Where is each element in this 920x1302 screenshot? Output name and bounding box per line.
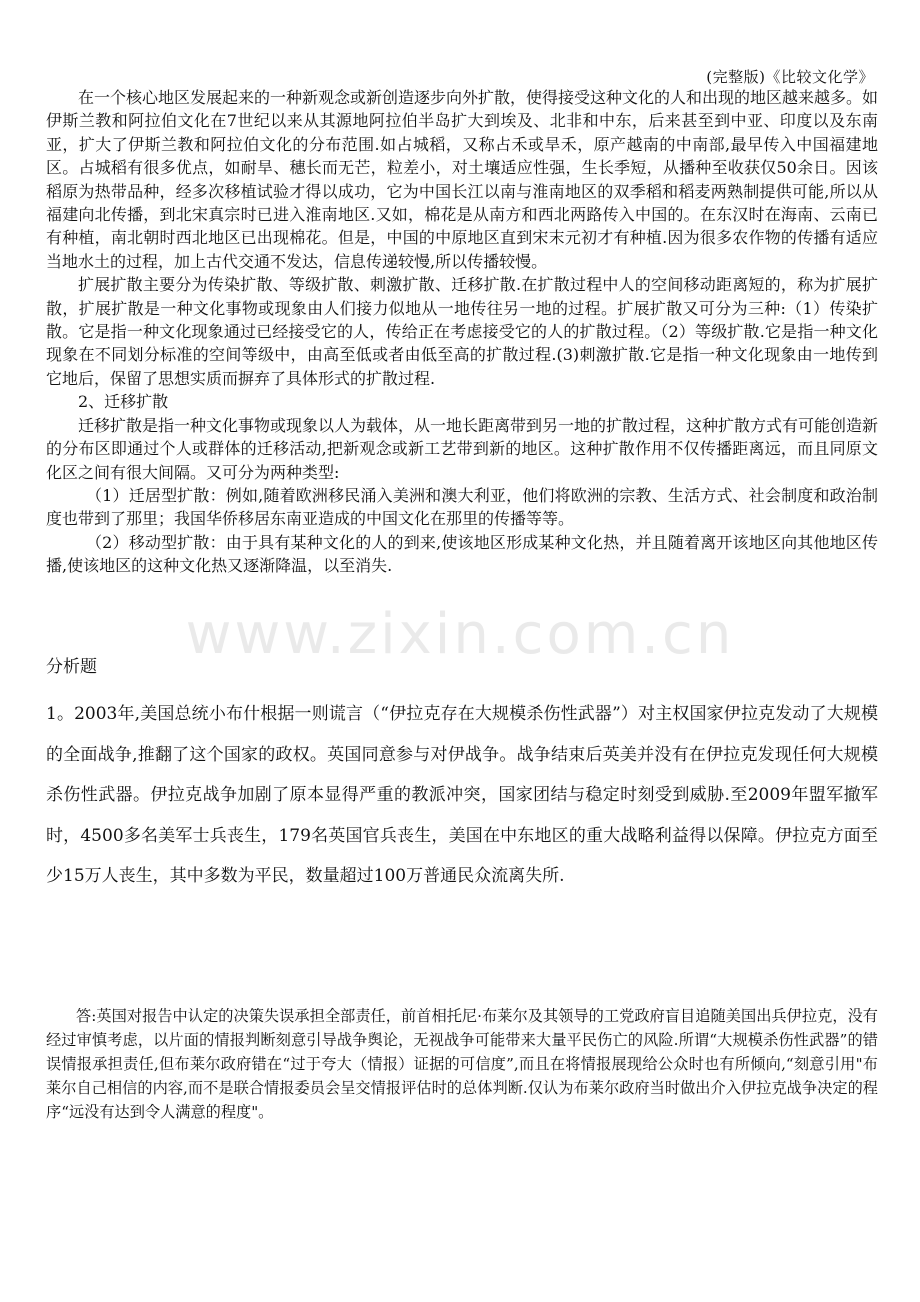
document-header-title: (完整版)《比较文化学》 xyxy=(706,68,874,86)
paragraph-mobile-type: （2）移动型扩散：由于具有某种文化的人的到来,使该地区形成某种文化热，并且随着离开该地区向其他地区传播,使该地区的这种文化热又逐渐降温，以至消失. xyxy=(46,532,878,576)
heading-relocation-diffusion: 2、迁移扩散 xyxy=(78,392,169,412)
paragraph-migration-type: （1）迁居型扩散：例如,随着欧洲移民涌入美洲和澳大利亚，他们将欧洲的宗教、生活方式、社会制度和政治制度也带到了那里；我国华侨移居东南亚造成的中国文化在那里的传播等等。 xyxy=(46,485,878,529)
section-cultural-diffusion xyxy=(46,86,878,578)
paragraph-core-diffusion: 在一个核心地区发展起来的一种新观念或新创造逐步向外扩散，使得接受这种文化的人和出现的地区越来越多。如伊斯兰教和阿拉伯文化在7世纪以来从其源地阿拉伯半岛扩大到埃及、北非和中东，后来甚至到中亚、印度以及东南亚，扩大了伊斯兰教和阿拉伯文化的分布范围.如占城稻，又称占禾或旱禾，原产越南的中南部,最早传入中国福建地区。占城稻有很多优点，如耐旱、穗长而无芒，粒差小，对土壤适应性强，生长季短，从播种至收获仅50余日。因该稻原为热带品种，经多次移植试验才得以成功，它为中国长江以南与淮南地区的双季稻和稻麦两熟制提供可能,所以从福建向北传播，到北宋真宗时已进入淮南地区.又如，棉花是从南方和西北两路传入中国的。在东汉时在海南、云南已有种植，南北朝时西北地区已出现棉花。但是，中国的中原地区直到宋末元初才有种植.因为很多农作物的传播有适应当地水土的过程，加上古代交通不发达，信息传递较慢,所以传播较慢。 xyxy=(46,88,879,271)
paragraph-relocation-diffusion: 迁移扩散是指一种文化事物或现象以人为载体，从一地长距离带到另一地的扩散过程，这种扩散方式有可能创造新的分布区即通过个人或群体的迁移活动,把新观念或新工艺带到新的地区。这种扩散作用不仅传播距离远，而且同原文化区之间有很大间隔。又可分为两种类型: xyxy=(46,415,879,482)
watermark: www.zixin.com.cn xyxy=(185,602,735,667)
question-1-text: 1。2003年,美国总统小布什根据一则谎言（“伊拉克存在大规模杀伤性武器”）对主权国家伊拉克发动了大规模的全面战争,推翻了这个国家的政权。英国同意参与对伊战争。战争结束后英美并没有在伊拉克发现任何大规模杀伤性武器。伊拉克战争加剧了原本显得严重的教派冲突，国家团结与稳定时刻受到威胁.至2009年盟军撤军时，4500多名美军士兵丧生，179名英国官兵丧生，美国在中东地区的重大战略利益得以保障。伊拉克方面至少15万人丧生，其中多数为平民，数量超过100万普通民众流离失所. xyxy=(46,704,878,887)
paragraph-expansion-diffusion: 扩展扩散主要分为传染扩散、等级扩散、刺激扩散、迁移扩散.在扩散过程中人的空间移动距离短的，称为扩展扩散，扩展扩散是一种文化事物或现象由人们接力似地从一地传往另一地的过程。扩展扩散又可分为三种:（1）传染扩散。它是指一种文化现象通过已经接受它的人，传给正在考虑接受它的人的扩散过程。（2）等级扩散.它是指一种文化现象在不同划分标准的空间等级中，由高至低或者由低至高的扩散过程.(3)刺激扩散.它是指一种文化现象由一地传到它地后，保留了思想实质而摒弃了具体形式的扩散过程. xyxy=(46,275,878,388)
analysis-section-title: 分析题 xyxy=(46,657,97,677)
answer-text: 答:英国对报告中认定的决策失误承担全部责任，前首相托尼·布莱尔及其领导的工党政府盲目追随美国出兵伊拉克，没有经过审慎考虑，以片面的情报判断刻意引导战争舆论，无视战争可能带来大量平民伤亡的风险.所谓“大规模杀伤性武器”的错误情报承担责任,但布莱尔政府错在“过于夸大（情报）证据的可信度”,而且在将情报展现给公众时也有所倾向,“刻意引用"布莱尔自己相信的内容,而不是联合情报委员会呈交情报评估时的总体判断.仅认为布莱尔政府当时做出介入伊拉克战争决定的程序“远没有达到令人满意的程度"。 xyxy=(46,1007,878,1121)
